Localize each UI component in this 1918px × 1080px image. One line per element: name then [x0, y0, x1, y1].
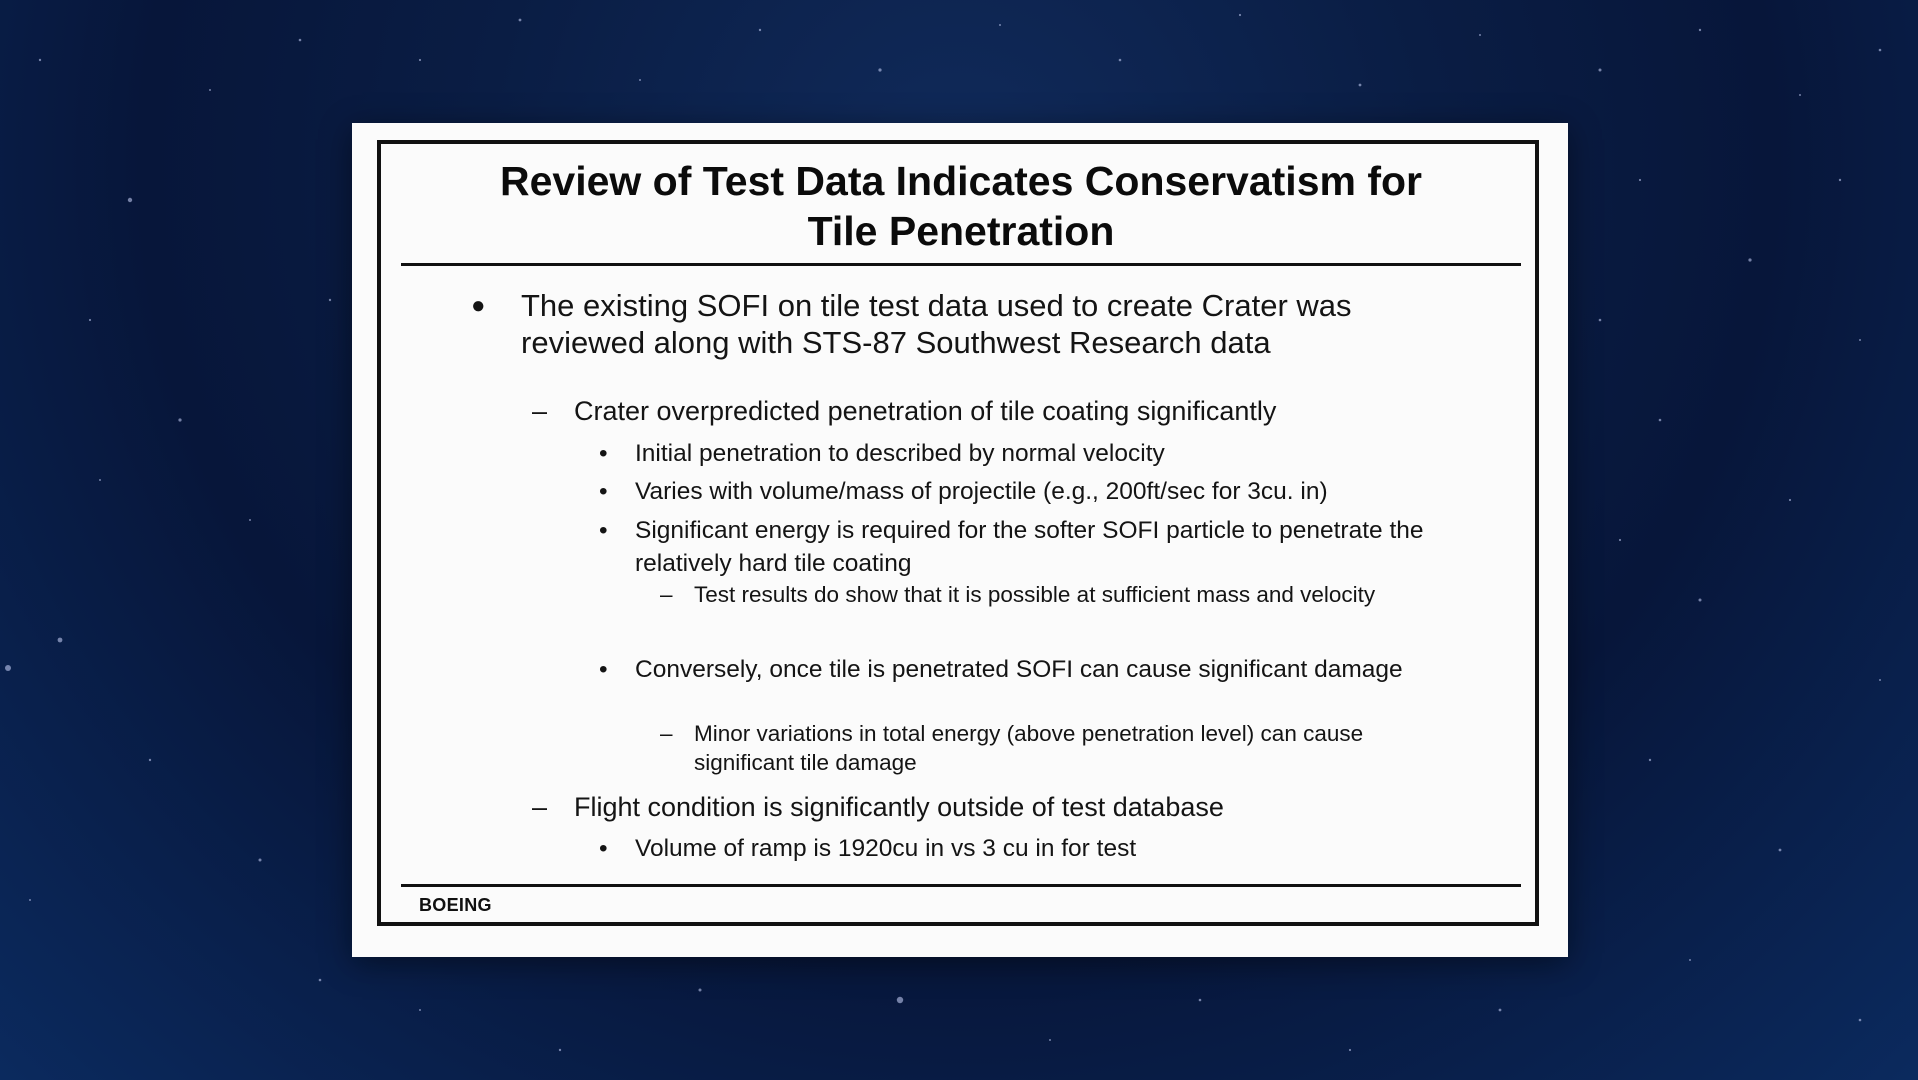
- footer-brand-logo: BOEING: [419, 895, 492, 915]
- bullet-item-level-4: [660, 719, 1414, 777]
- bullet-text: Crater overpredicted penetration of tile coating significantly: [574, 396, 1277, 426]
- bullet-marker: •: [599, 656, 608, 683]
- bullet-item-level-2: [532, 790, 1434, 824]
- bullet-text: Volume of ramp is 1920cu in vs 3 cu in for test: [635, 835, 1137, 862]
- slide-title: Review of Test Data Indicates Conservatism for Tile Penetration: [499, 158, 1423, 254]
- bullet-marker: –: [532, 792, 548, 822]
- bullet-item-level-3: [599, 653, 1455, 686]
- bullet-marker: –: [532, 396, 548, 426]
- footer-divider: [401, 884, 1521, 887]
- bullet-text: The existing SOFI on tile test data used to create Crater was reviewed along with STS-87 Southwest Research data: [521, 288, 1352, 360]
- bullet-text: Flight condition is significantly outside of test database: [574, 792, 1224, 822]
- bullet-item-level-3: [599, 475, 1455, 508]
- bullet-marker: –: [660, 582, 673, 607]
- bullet-item-level-4: [660, 580, 1414, 609]
- bullet-text: Minor variations in total energy (above penetration level) can cause significant tile damage: [694, 721, 1364, 775]
- bullet-item-level-2: [532, 394, 1434, 428]
- bullet-text: Test results do show that it is possible at sufficient mass and velocity: [694, 582, 1376, 607]
- bullet-marker: •: [599, 835, 608, 862]
- bullet-marker: •: [599, 478, 608, 505]
- bullet-marker: –: [660, 721, 673, 746]
- slide-card: [352, 123, 1568, 957]
- bullet-text: Conversely, once tile is penetrated SOFI can cause significant damage: [635, 656, 1403, 683]
- bullet-item-level-3: [599, 437, 1455, 470]
- bullet-text: Initial penetration to described by normal velocity: [635, 440, 1165, 467]
- bullet-marker: •: [599, 517, 608, 544]
- bullet-marker: ●: [471, 292, 486, 319]
- bullet-marker: •: [599, 440, 608, 467]
- bullet-item-level-3: [599, 514, 1455, 580]
- bullet-item-level-3: [599, 832, 1455, 865]
- bullet-item-level-1: [471, 287, 1421, 361]
- slide-frame: [377, 140, 1539, 926]
- bullet-text: Varies with volume/mass of projectile (e.g., 200ft/sec for 3cu. in): [635, 478, 1328, 505]
- bullet-text: Significant energy is required for the softer SOFI particle to penetrate the relatively hard tile coating: [635, 517, 1424, 577]
- title-divider: [401, 263, 1521, 266]
